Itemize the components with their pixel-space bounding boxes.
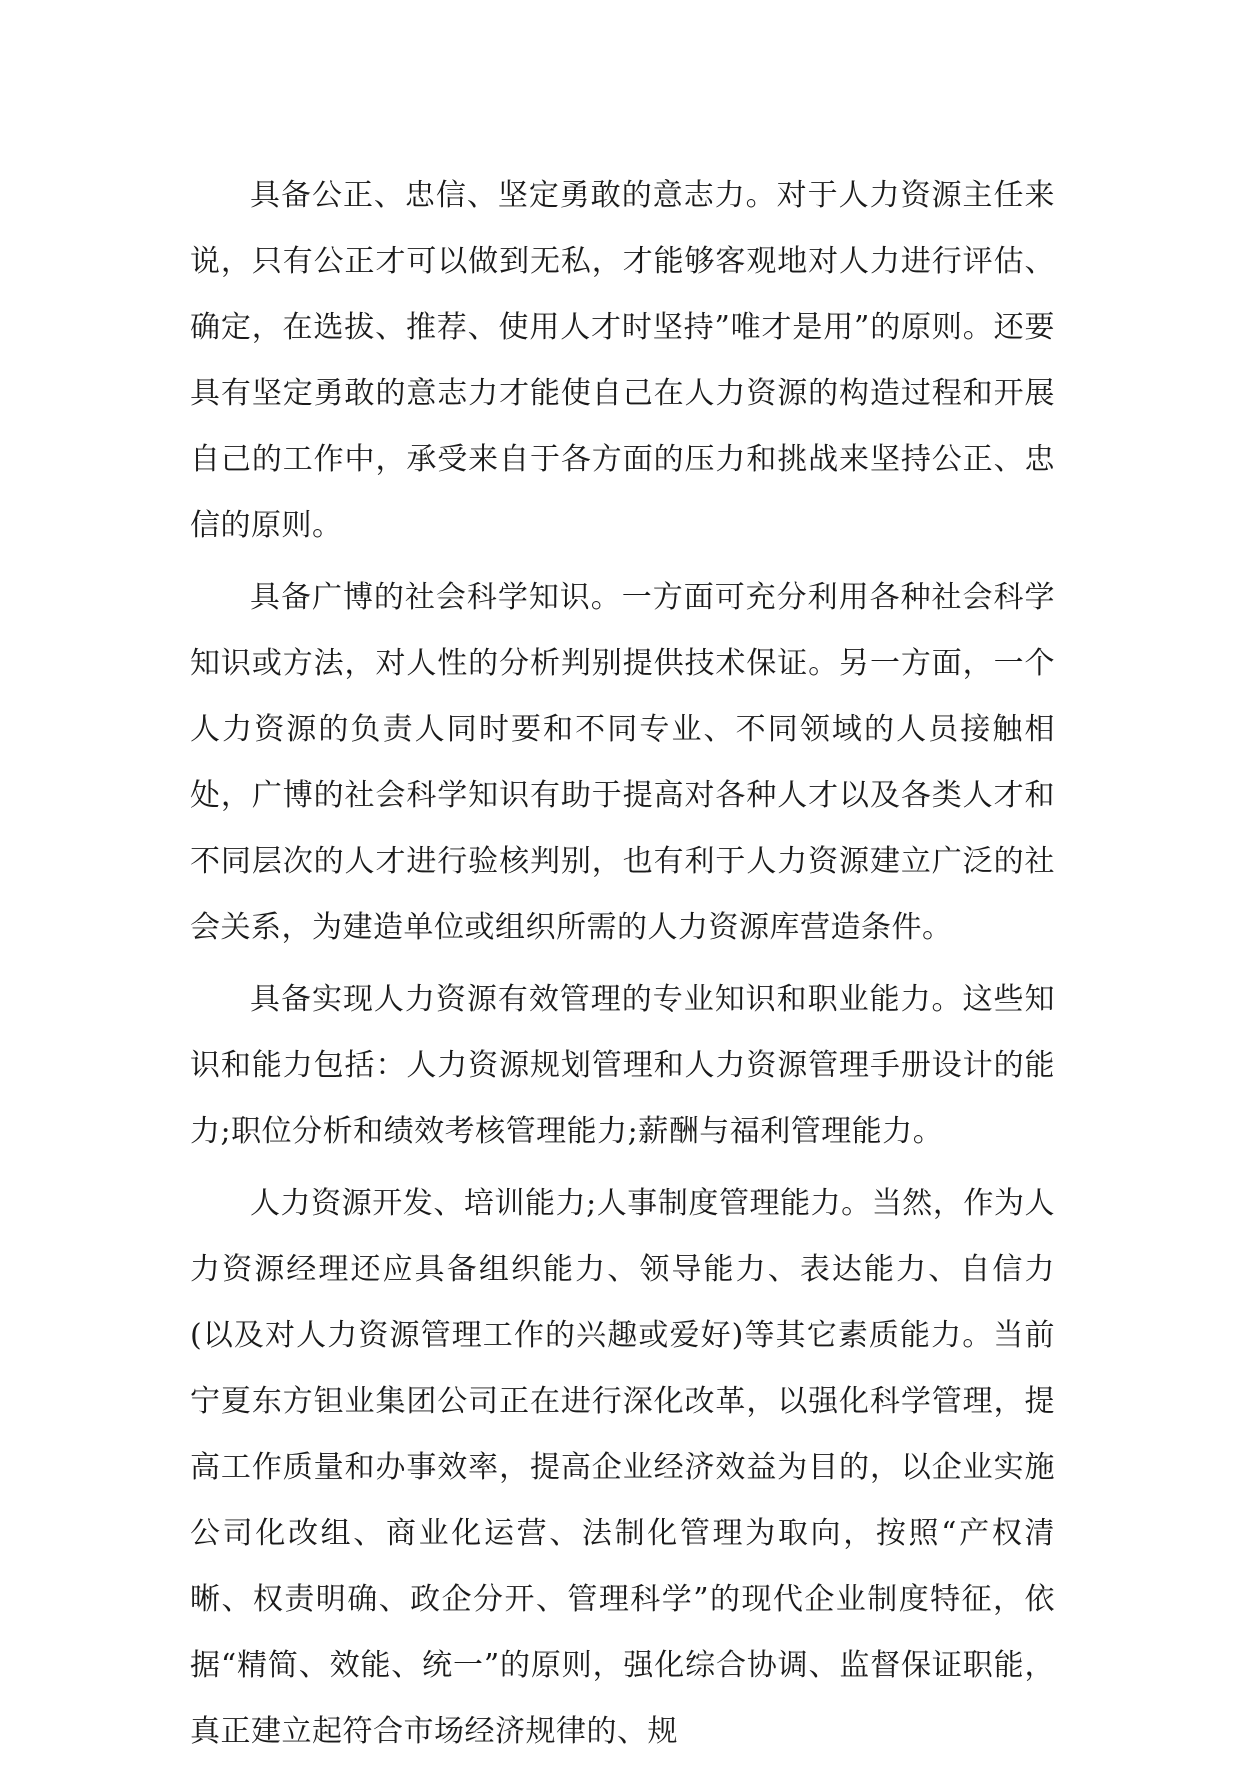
paragraph-4: 人力资源开发、培训能力;人事制度管理能力。当然，作为人力资源经理还应具备组织能力、领导能力、表达能力、自信力(以及对人力资源管理工作的兴趣或爱好)等其它素质能力。当前宁夏东方钽业集团公司正在进行深化改革，以强化科学管理，提高工作质量和办事效率，提高企业经济效益为目的，以企业实施公司化改组、商业化运营、法制化管理为取向，按照“产权清晰、权责明确、政企分开、管理科学”的现代企业制度特征，依据“精简、效能、统一”的原则，强化综合协调、监督保证职能，真正建立起符合市场经济规律的、规 [190,1186,1055,1749]
document-body [190,163,1055,1771]
paragraph-1: 具备公正、忠信、坚定勇敢的意志力。对于人力资源主任来说，只有公正才可以做到无私，才能够客观地对人力进行评估、确定，在选拔、推荐、使用人才时坚持”唯才是用”的原则。还要具有坚定勇敢的意志力才能使自己在人力资源的构造过程和开展自己的工作中，承受来自于各方面的压力和挑战来坚持公正、忠信的原则。 [190,178,1055,543]
paragraph-2: 具备广博的社会科学知识。一方面可充分利用各种社会科学知识或方法，对人性的分析判别提供技术保证。另一方面，一个人力资源的负责人同时要和不同专业、不同领域的人员接触相处，广博的社会科学知识有助于提高对各种人才以及各类人才和不同层次的人才进行验核判别，也有利于人力资源建立广泛的社会关系，为建造单位或组织所需的人力资源库营造条件。 [190,580,1055,945]
paragraph-3: 具备实现人力资源有效管理的专业知识和职业能力。这些知识和能力包括：人力资源规划管理和人力资源管理手册设计的能力;职位分析和绩效考核管理能力;薪酬与福利管理能力。 [190,982,1055,1149]
